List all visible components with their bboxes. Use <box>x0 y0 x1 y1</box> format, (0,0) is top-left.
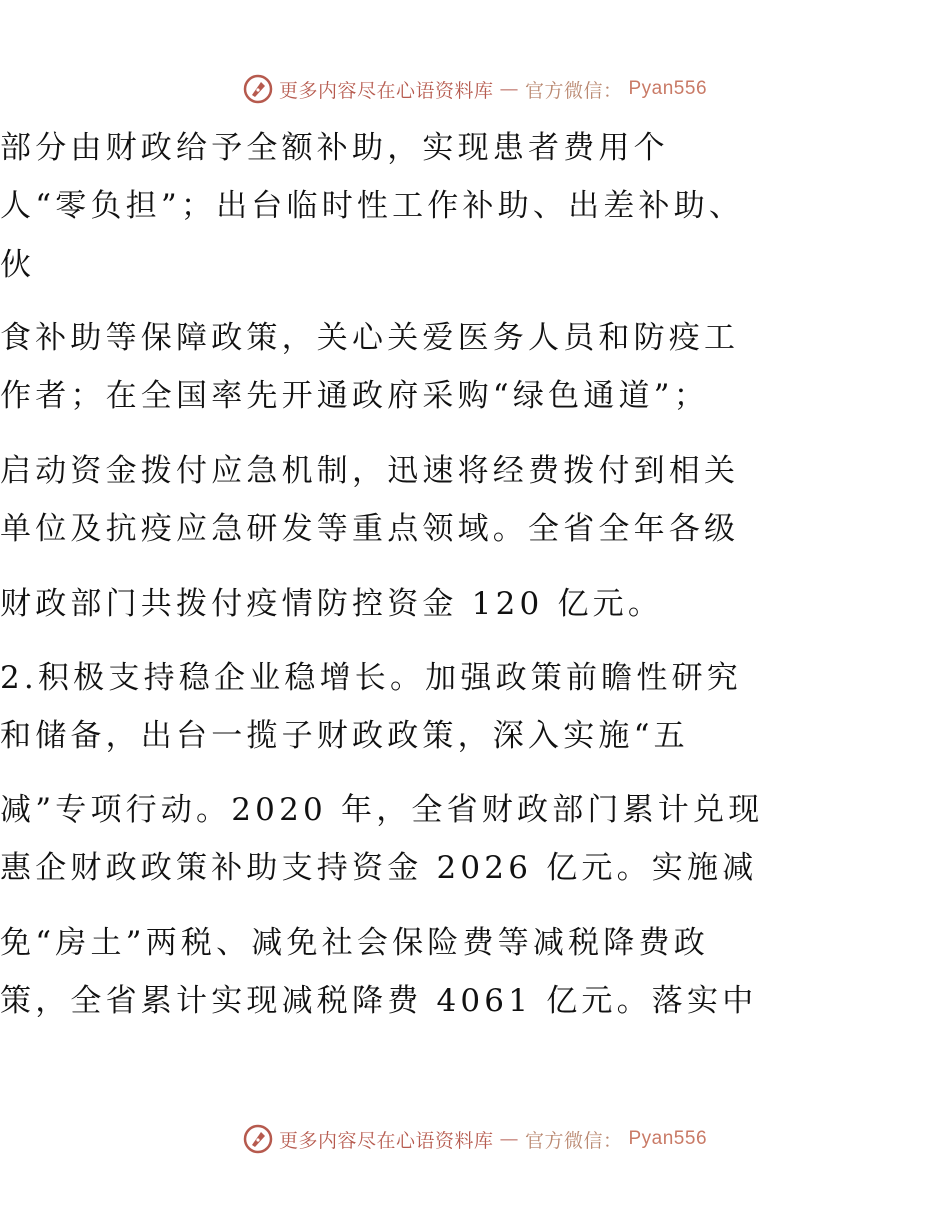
banner-separator: — <box>499 78 519 100</box>
body-line: 伙 <box>0 247 36 283</box>
banner-wechat-label: 官方微信： <box>524 1129 623 1152</box>
body-line: 和储备，出台一揽子财政政策，深入实施“五 <box>0 718 689 754</box>
banner-handle: Pyan556 <box>628 1128 708 1149</box>
body-line: 财政部门共拨付疫情防控资金 120 亿元。 <box>0 586 664 622</box>
header-banner <box>0 74 950 104</box>
body-line: 人“零负担”；出台临时性工作补助、出差补助、 <box>0 188 745 224</box>
pen-nib-circle-icon <box>243 74 273 104</box>
banner-separator: — <box>499 1128 519 1150</box>
body-line: 单位及抗疫应急研发等重点领域。全省全年各级 <box>0 511 740 547</box>
banner-text: 更多内容尽在心语资料库 <box>278 79 494 102</box>
body-line: 部分由财政给予全额补助，实现患者费用个 <box>0 130 669 166</box>
body-line: 免“房土”两税、减免社会保险费等减税降费政 <box>0 925 709 961</box>
banner-handle: Pyan556 <box>628 78 708 99</box>
body-line: 策，全省累计实现减税降费 4061 亿元。落实中 <box>0 983 758 1019</box>
body-line: 减”专项行动。2020 年，全省财政部门累计兑现 <box>0 792 764 828</box>
banner-wechat-label: 官方微信： <box>524 79 623 102</box>
body-line: 食补助等保障政策，关心关爱医务人员和防疫工 <box>0 320 740 356</box>
footer-banner <box>0 1124 950 1154</box>
pen-nib-circle-icon <box>243 1124 273 1154</box>
banner-text: 更多内容尽在心语资料库 <box>278 1129 494 1152</box>
body-line: 作者；在全国率先开通政府采购“绿色通道”； <box>0 378 709 414</box>
body-line: 启动资金拨付应急机制，迅速将经费拨付到相关 <box>0 453 740 489</box>
body-line: 2.积极支持稳企业稳增长。加强政策前瞻性研究 <box>0 660 742 696</box>
body-line: 惠企财政政策补助支持资金 2026 亿元。实施减 <box>0 850 758 886</box>
